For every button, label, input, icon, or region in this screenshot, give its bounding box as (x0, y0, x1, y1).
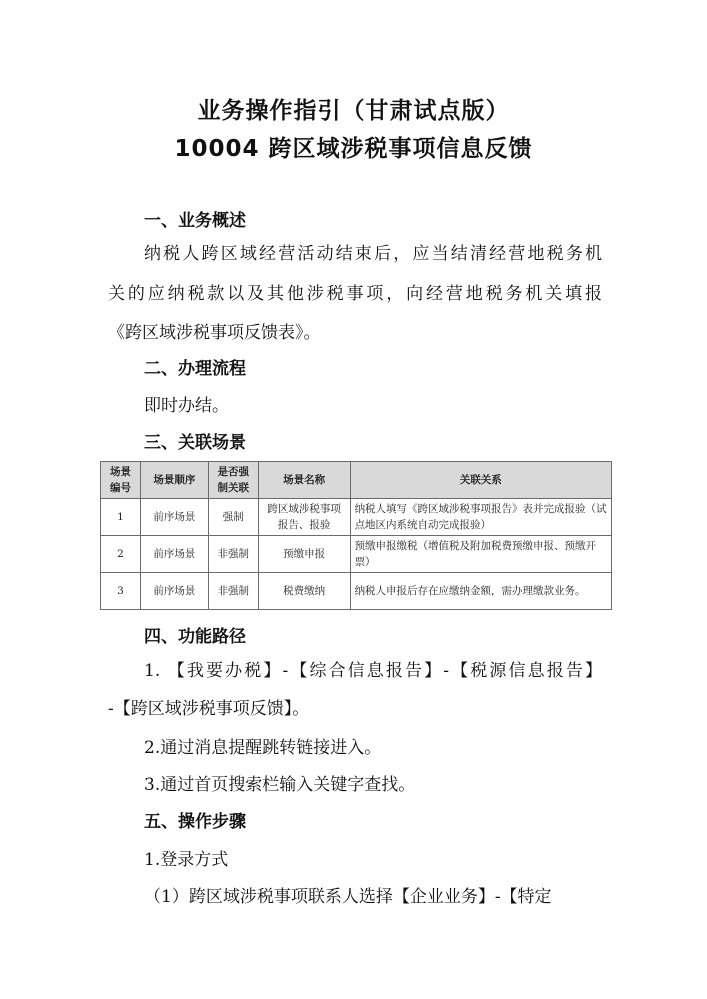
overview-line-3: 《跨区域涉税事项反馈表》。 (108, 323, 321, 343)
section-heading-scenes: 三、关联场景 (144, 433, 246, 453)
section-heading-overview: 一、业务概述 (144, 211, 246, 231)
table-cell: 3 (101, 573, 141, 610)
section-heading-process: 二、办理流程 (144, 359, 246, 379)
table-cell: 税费缴纳 (258, 573, 350, 610)
section-heading-steps: 五、操作步骤 (144, 812, 246, 832)
table-cell: 1 (101, 499, 141, 536)
table-header-cell: 是否强制关联 (208, 462, 258, 499)
document-title-line2: 10004 跨区域涉税事项信息反馈 (174, 136, 533, 162)
table-cell: 预缴申报 (258, 536, 350, 573)
table-cell: 强制 (208, 499, 258, 536)
table-cell: 非强制 (208, 536, 258, 573)
table-cell: 预缴申报缴税（增值税及附加税费预缴申报、预缴开票） (350, 536, 611, 573)
table-cell: 2 (101, 536, 141, 573)
overview-line-1: 纳税人跨区域经营活动结束后，应当结清经营地税务机 (144, 244, 602, 264)
function-path-item-3: 3.通过首页搜索栏输入关键字查找。 (144, 775, 416, 795)
process-text: 即时办结。 (144, 396, 229, 416)
table-cell: 前序场景 (140, 499, 208, 536)
section-heading-function-path: 四、功能路径 (144, 627, 246, 647)
table-cell: 前序场景 (140, 573, 208, 610)
function-path-item-1-line-2: -【跨区域涉税事项反馈】。 (108, 699, 310, 719)
table-cell: 非强制 (208, 573, 258, 610)
overview-line-2: 关的应纳税款以及其他涉税事项，向经营地税务机关填报 (108, 284, 602, 304)
step-1-sub-1: （1）跨区域涉税事项联系人选择【企业业务】-【特定 (144, 887, 552, 907)
table-row (101, 573, 612, 610)
table-cell: 纳税人申报后存在应缴纳金额，需办理缴款业务。 (350, 573, 611, 610)
table-header-cell: 场景编号 (101, 462, 141, 499)
document-title-line1: 业务操作指引（甘肃试点版） (197, 98, 510, 124)
related-scenes-table (100, 461, 612, 610)
table-header-cell: 关联关系 (350, 462, 611, 499)
table-cell: 跨区域涉税事项报告、报验 (258, 499, 350, 536)
table-cell: 纳税人填写《跨区域涉税事项报告》表并完成报验（试点地区内系统自动完成报验） (350, 499, 611, 536)
function-path-item-1-line-1: 1. 【我要办税】-【综合信息报告】-【税源信息报告】 (144, 661, 602, 681)
function-path-item-2: 2.通过消息提醒跳转链接进入。 (144, 738, 382, 758)
table-row (101, 499, 612, 536)
table-header-row (101, 462, 612, 499)
table-header-cell: 场景名称 (258, 462, 350, 499)
table-header-cell: 场景顺序 (140, 462, 208, 499)
table-row (101, 536, 612, 573)
table-cell: 前序场景 (140, 536, 208, 573)
step-1-login-method: 1.登录方式 (144, 850, 229, 870)
